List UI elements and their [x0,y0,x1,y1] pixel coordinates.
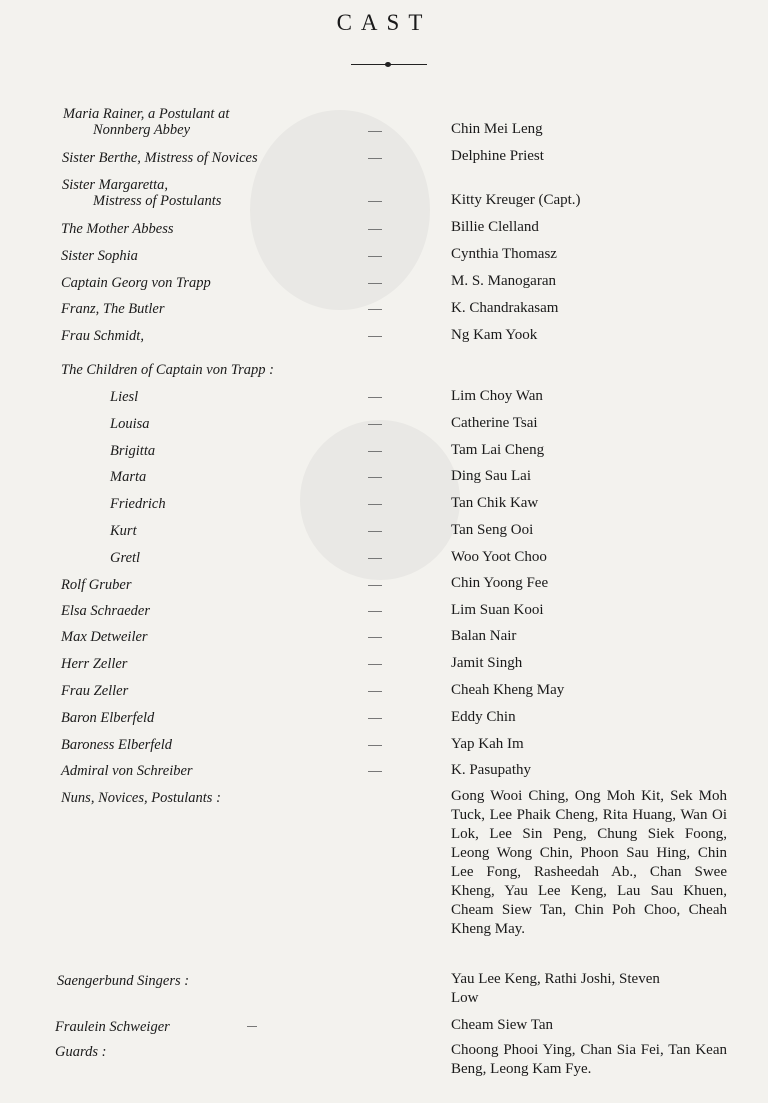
leader-dash [368,256,382,257]
leader-dash [247,1026,257,1027]
role-name: Nuns, Novices, Postulants : [61,790,221,806]
role-name: Sister Margaretta, [62,177,169,193]
leader-dash [368,397,382,398]
section-heading: The Children of Captain von Trapp : [61,362,274,378]
role-name: Captain Georg von Trapp [61,275,211,291]
page-stain [250,110,430,310]
actor-name: Gong Wooi Ching, Ong Moh Kit, Sek Moh Tuck, Lee Phaik Cheng, Rita Huang, Wan Oi Lok, Lee Sin Peng, Chung Siek Foong, Leong Wong Chin, Phoon Sau Hing, Chin Lee Fong, Rasheedah Ab., Chan Swee Kheng, Yau Lee Keng, Lau Sau Khuen, Cheam Siew Tan, Chin Poh Choo, Cheah Kheng May. [451,788,727,937]
role-name: Guards : [55,1044,107,1060]
role-name: Rolf Gruber [61,577,132,593]
actor-name: Lim Suan Kooi [451,602,544,618]
leader-dash [368,664,382,665]
actor-name: Billie Clelland [451,219,539,235]
page-stain [300,420,460,580]
title-ornament [385,62,391,67]
role-name: Brigitta [110,443,156,459]
page-title: CAST [336,10,432,35]
actor-name: Balan Nair [451,628,517,644]
role-name: Frau Schmidt, [61,328,144,344]
leader-dash [368,229,382,230]
leader-dash [368,558,382,559]
role-name: Herr Zeller [61,656,128,672]
leader-dash [368,771,382,772]
role-name: Sister Berthe, Mistress of Novices [62,150,258,166]
role-name: Louisa [110,416,150,432]
leader-dash [368,477,382,478]
role-name: Baron Elberfeld [61,710,155,726]
leader-dash [368,283,382,284]
role-name: Kurt [110,523,137,539]
role-name: Frau Zeller [61,683,129,699]
role-name: The Mother Abbess [61,221,174,237]
actor-name: Tam Lai Cheng [451,442,545,458]
actor-name: Lim Choy Wan [451,388,543,404]
actor-name: Choong Phooi Ying, Chan Sia Fei, Tan Kean Beng, Leong Kam Fye. [451,1042,727,1077]
actor-name: Delphine Priest [451,148,544,164]
actor-name: Cynthia Thomasz [451,246,557,262]
leader-dash [368,131,382,132]
role-name: Baroness Elberfeld [61,737,173,753]
actor-name: Yap Kah Im [451,736,524,752]
actor-name: Tan Chik Kaw [451,495,539,511]
role-name: Gretl [110,550,141,566]
actor-name: Cheah Kheng May [451,682,565,698]
actor-name: Jamit Singh [451,655,523,671]
actor-name: Cheam Siew Tan [451,1017,553,1033]
role-name: Friedrich [110,496,166,512]
actor-name: M. S. Manogaran [451,273,556,289]
leader-dash [368,424,382,425]
leader-dash [368,691,382,692]
actor-name: Catherine Tsai [451,415,538,431]
actor-name: Eddy Chin [451,709,516,725]
actor-name: Woo Yoot Choo [451,549,547,565]
leader-dash [368,336,382,337]
leader-dash [368,718,382,719]
actor-name: K. Chandrakasam [451,300,559,316]
actor-name: Tan Seng Ooi [451,522,534,538]
role-name: Fraulein Schweiger [55,1019,170,1035]
leader-dash [368,201,382,202]
role-name: Saengerbund Singers : [57,973,190,989]
leader-dash [368,158,382,159]
role-name: Liesl [110,389,139,405]
actor-name: Chin Mei Leng [451,121,543,137]
leader-dash [368,745,382,746]
leader-dash [368,637,382,638]
leader-dash [368,611,382,612]
role-name: Franz, The Butler [61,301,165,317]
actor-name: Ng Kam Yook [451,327,538,343]
role-name: Sister Sophia [61,248,138,264]
leader-dash [368,531,382,532]
leader-dash [368,585,382,586]
actor-name: K. Pasupathy [451,762,531,778]
leader-dash [368,309,382,310]
role-name: Nonnberg Abbey [93,122,191,138]
actor-name: Ding Sau Lai [451,468,531,484]
role-name: Mistress of Postulants [93,193,222,209]
role-name: Elsa Schraeder [61,603,150,619]
role-name: Maria Rainer, a Postulant at [63,106,230,122]
actor-name: Kitty Kreuger (Capt.) [451,192,581,208]
actor-name: Yau Lee Keng, Rathi Joshi, Steven Low [451,971,660,1006]
role-name: Marta [110,469,147,485]
leader-dash [368,504,382,505]
actor-name: Chin Yoong Fee [451,575,549,591]
leader-dash [368,451,382,452]
role-name: Admiral von Schreiber [61,763,193,779]
role-name: Max Detweiler [61,629,148,645]
